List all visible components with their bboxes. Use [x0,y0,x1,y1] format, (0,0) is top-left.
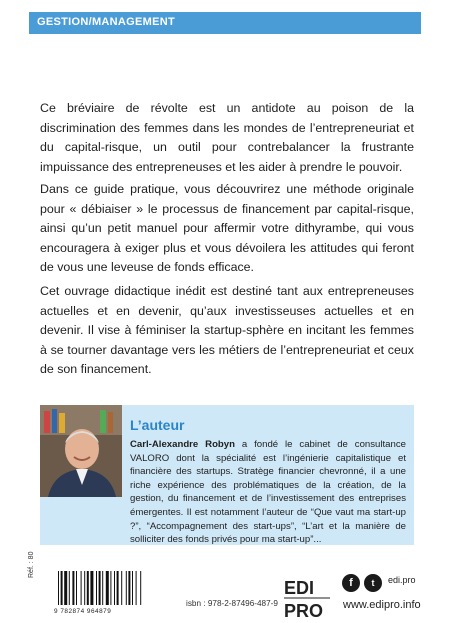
author-name: Carl-Alexandre Robyn [130,439,235,450]
isbn-text: isbn : 978-2-87496-487-9 [186,599,278,608]
paragraph-3: Cet ouvrage didactique inédit est destiné tant aux entrepreneuses actuelles et en devenir, qu’aux investisseuses actuelles et en devenir. Il vise à féminiser la startup-sphère en incitant les femmes à se tourner davantage vers les métiers de l’entrepreneuriat et ceux de son financement. [40,284,414,377]
paragraph-2: Dans ce guide pratique, vous découvrirez une méthode originale pour « débiaiser » le processus de financement par capital-risque, ainsi qu’un petit manuel pour affermir votre dithyrambe, qui vous encouragera à exiger plus et vous dévoilera les attitudes qui feront de vous une leveuse de fonds efficace. [40,182,414,275]
author-bio [130,438,406,547]
category-label: GESTION/MANAGEMENT [37,16,176,28]
svg-text:PRO: PRO [284,601,324,620]
reference-code: Réf. : 80 [28,551,35,578]
author-photo [40,405,122,497]
svg-text:EDI: EDI [284,578,315,598]
top-band [0,0,450,40]
barcode-number: 9 782874 964879 [54,608,112,615]
category-bar [29,12,421,34]
author-portrait-image [40,405,122,497]
publisher-logo [282,572,338,620]
twitter-icon[interactable]: t [364,574,382,592]
paragraph-1: Ce bréviaire de révolte est un antidote au poison de la discrimination des femmes dans les mondes de l’entrepreneuriat et du capital-risque, un outil pour contrebalancer la frustrante impuissance des entrepreneuses et les aider à prendre le pouvoir. [40,101,414,174]
author-bio-text: a fondé le cabinet de consultance VALORO dont la spécialité est l’ingénierie capitalistique et financière des startups. Stratège financier chevronné, il a une riche expérience des problématiques de la création, de la gestion, du financement et de l’investissement des entreprises émergentes. Il est notamment l’auteur de “Que vaut ma start-up ?”, “Accompagnement des start-ups”, “L’art et la manière de solliciter des fonds privés pour ma start-up”... [130,439,406,546]
social-site[interactable]: edi.pro [388,575,416,585]
barcode-image [56,570,164,607]
website-url[interactable]: www.edipro.info [343,599,421,611]
author-title: L’auteur [130,417,185,433]
author-box [40,405,414,545]
facebook-icon[interactable]: f [342,574,360,592]
